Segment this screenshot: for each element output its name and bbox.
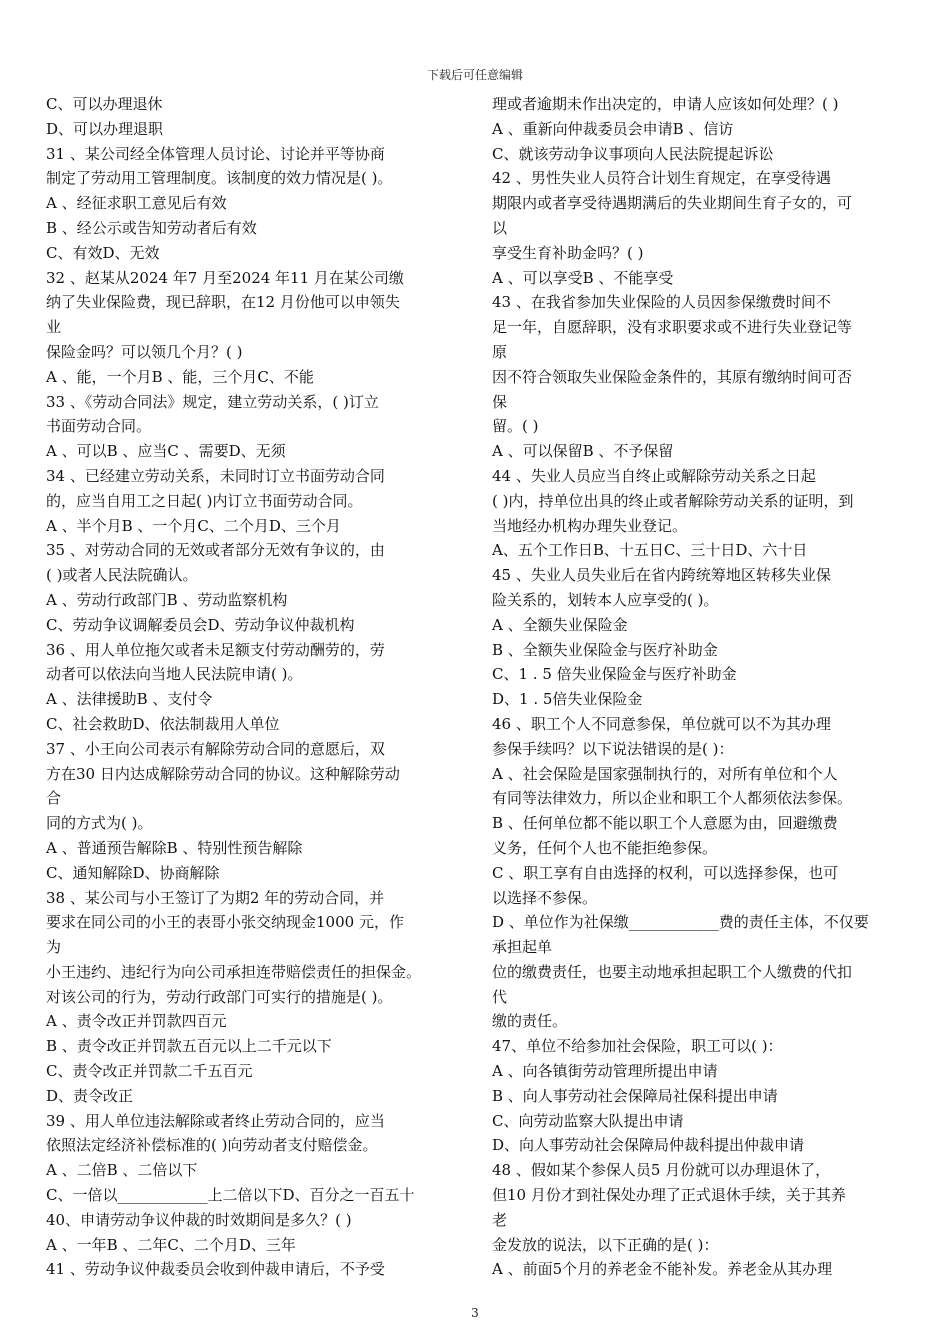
text-line: 的，应当自用工之日起( )内订立书面劳动合同。 [46,491,363,510]
text-line: A 、劳动行政部门B 、劳动监察机构 [46,590,288,609]
text-line: A 、二倍B 、二倍以下 [46,1161,198,1180]
text-line: D、1 . 5倍失业保险金 [492,690,643,709]
text-line: 代 [492,987,508,1006]
left-column [46,92,466,1282]
text-line: C、有效D、无效 [46,243,160,262]
text-line: 为 [46,938,62,957]
text-line: 32 、赵某从2024 年7 月至2024 年11 月在某公司缴 [46,268,404,287]
text-line: A 、法律援助B 、支付令 [46,690,213,709]
text-line: 义务，任何个人也不能拒绝参保。 [492,838,718,857]
text-line: 33 、《劳动合同法》规定，建立劳动关系，( )订立 [46,392,379,411]
text-line: 同的方式为( )。 [46,814,153,833]
text-line: 34 、已经建立劳动关系，未同时订立书面劳动合同 [46,466,385,485]
text-line: A、五个工作日B、十五日C、三十日D、六十日 [492,541,808,560]
text-line: 35 、对劳动合同的无效或者部分无效有争议的，由 [46,541,385,560]
text-line: 老 [492,1210,508,1229]
text-line: ( )内，持单位出具的终止或者解除劳动关系的证明，到 [492,491,854,510]
text-line: 43 、在我省参加失业保险的人员因参保缴费时间不 [492,293,831,312]
text-line: 保险金吗？可以领几个月？( ) [46,342,243,361]
text-line: 以 [492,218,508,237]
text-line: A 、一年B 、二年C、二个月D、三年 [46,1235,296,1254]
text-line: A 、全额失业保险金 [492,615,628,634]
text-line: 当地经办机构办理失业登记。 [492,516,688,535]
page-number: 3 [471,1306,479,1320]
text-line: A 、可以保留B 、不予保留 [492,442,674,461]
text-line: A 、可以享受B 、不能享受 [492,268,674,287]
text-line: 但10 月份才到社保处办理了正式退休手续，关于其养 [492,1186,846,1205]
text-line: A 、可以B 、应当C 、需要D、无须 [46,442,286,461]
text-line: D、责令改正 [46,1086,134,1105]
text-line: 以选择不参保。 [492,888,598,907]
text-line: ( )或者人民法院确认。 [46,566,198,585]
text-line: 合 [46,789,62,808]
text-line: B 、责令改正并罚款五百元以上二千元以下 [46,1037,332,1056]
text-line: C、1 . 5 倍失业保险金与医疗补助金 [492,665,737,684]
text-line: C 、职工享有自由选择的权利，可以选择参保，也可 [492,863,839,882]
text-line: A 、能，一个月B 、能，三个月C、不能 [46,367,314,386]
page-header: 下载后可任意编辑 [426,68,523,82]
text-line: 期限内或者享受待遇期满后的失业期间生育子女的，可 [492,194,853,213]
text-line: C、就该劳动争议事项向人民法院提起诉讼 [492,144,774,163]
text-line: 37 、小王向公司表示有解除劳动合同的意愿后，双 [46,739,385,758]
text-line: 书面劳动合同。 [46,417,152,436]
text-line: 理或者逾期未作出决定的，申请人应该如何处理？( ) [492,95,839,113]
text-line: A 、半个月B 、一个月C、二个月D、三个月 [46,516,341,535]
text-line: 对该公司的行为，劳动行政部门可实行的措施是( )。 [46,987,393,1006]
text-line: 42 、男性失业人员符合计划生育规定，在享受待遇 [492,169,831,188]
text-line: 因不符合领取失业保险金条件的，其原有缴纳时间可否 [492,367,853,386]
text-line: D、可以办理退职 [46,119,164,138]
text-line: 要求在同公司的小王的表哥小张交纳现金1000 元，作 [46,913,404,932]
text-line: 小王违约、违纪行为向公司承担连带赔偿责任的担保金。 [46,962,422,981]
text-line: 36 、用人单位拖欠或者未足额支付劳动酬劳的，劳 [46,640,385,659]
text-line: B 、向人事劳动社会保障局社保科提出申请 [492,1086,778,1105]
text-line: C、一倍以____________上二倍以下D、百分之一百五十 [46,1186,415,1205]
text-line: 48 、假如某个参保人员5 月份就可以办理退休了， [492,1161,831,1180]
text-line: C、责令改正并罚款二千五百元 [46,1062,253,1081]
text-line: 31 、某公司经全体管理人员讨论、讨论并平等协商 [46,144,385,163]
text-line: A 、向各镇街劳动管理所提出申请 [492,1062,718,1081]
text-line: A 、经征求职工意见后有效 [46,194,227,213]
text-line: 纳了失业保险费，现已辞职，在12 月份他可以申领失 [46,293,400,312]
text-line: 业 [46,318,62,337]
text-line: 44 、失业人员应当自终止或解除劳动关系之日起 [492,466,816,485]
text-line: D 、单位作为社保缴____________费的责任主体，不仅要 [492,913,869,932]
text-line: 39 、用人单位违法解除或者终止劳动合同的，应当 [46,1111,385,1130]
text-line: B 、经公示或告知劳动者后有效 [46,218,257,237]
text-line: 制定了劳动用工管理制度。该制度的效力情况是( )。 [46,169,393,188]
text-line: 38 、某公司与小王签订了为期2 年的劳动合同，并 [46,888,385,907]
text-line: 享受生育补助金吗？( ) [492,243,644,262]
text-line: A 、重新向仲裁委员会申请B 、信访 [492,119,734,138]
text-line: B 、全额失业保险金与医疗补助金 [492,640,718,659]
right-column [492,92,912,1282]
text-line: 方在30 日内达成解除劳动合同的协议。这种解除劳动 [46,764,400,783]
text-line: 留。( ) [492,417,539,436]
text-line: A 、普通预告解除B 、特别性预告解除 [46,838,303,857]
text-line: 45 、失业人员失业后在省内跨统筹地区转移失业保 [492,566,831,585]
text-line: C、社会救助D、依法制裁用人单位 [46,714,280,733]
text-line: D、向人事劳动社会保障局仲裁科提出仲裁申请 [492,1136,805,1155]
text-line: B 、任何单位都不能以职工个人意愿为由，回避缴费 [492,814,838,833]
text-line: 缴的责任。 [492,1012,568,1031]
text-line: 参保手续吗？以下说法错误的是( )： [492,739,734,758]
text-line: 有同等法律效力，所以企业和职工个人都须依法参保。 [492,789,853,808]
text-line: 保 [492,392,508,411]
text-line: 险关系的，划转本人应享受的( )。 [492,590,719,609]
text-line: 承担起单 [492,938,553,957]
text-line: A 、前面5个月的养老金不能补发。养老金从其办理 [492,1260,833,1279]
text-line: 依照法定经济补偿标准的( )向劳动者支付赔偿金。 [46,1136,378,1155]
text-line: 46 、职工个人不同意参保，单位就可以不为其办理 [492,714,831,733]
text-line: 位的缴费责任，也要主动地承担起职工个人缴费的代扣 [492,962,853,981]
text-line: 足一年，自愿辞职，没有求职要求或不进行失业登记等 [492,318,853,337]
text-line: C、通知解除D、协商解除 [46,863,220,882]
text-line: A 、责令改正并罚款四百元 [46,1012,227,1031]
text-line: 金发放的说法，以下正确的是( )： [492,1235,719,1254]
text-line: C、可以办理退休 [46,95,163,113]
text-line: C、向劳动监察大队提出申请 [492,1111,684,1130]
text-line: A 、社会保险是国家强制执行的，对所有单位和个人 [492,764,838,783]
text-line: 动者可以依法向当地人民法院申请( )。 [46,665,303,684]
text-line: 41 、劳动争议仲裁委员会收到仲裁申请后，不予受 [46,1260,385,1279]
text-line: 40、申请劳动争议仲裁的时效期间是多久？( ) [46,1210,352,1229]
text-line: C、劳动争议调解委员会D、劳动争议仲裁机构 [46,615,355,634]
text-line: 原 [492,342,508,361]
text-line: 47、单位不给参加社会保险，职工可以( )： [492,1037,783,1056]
